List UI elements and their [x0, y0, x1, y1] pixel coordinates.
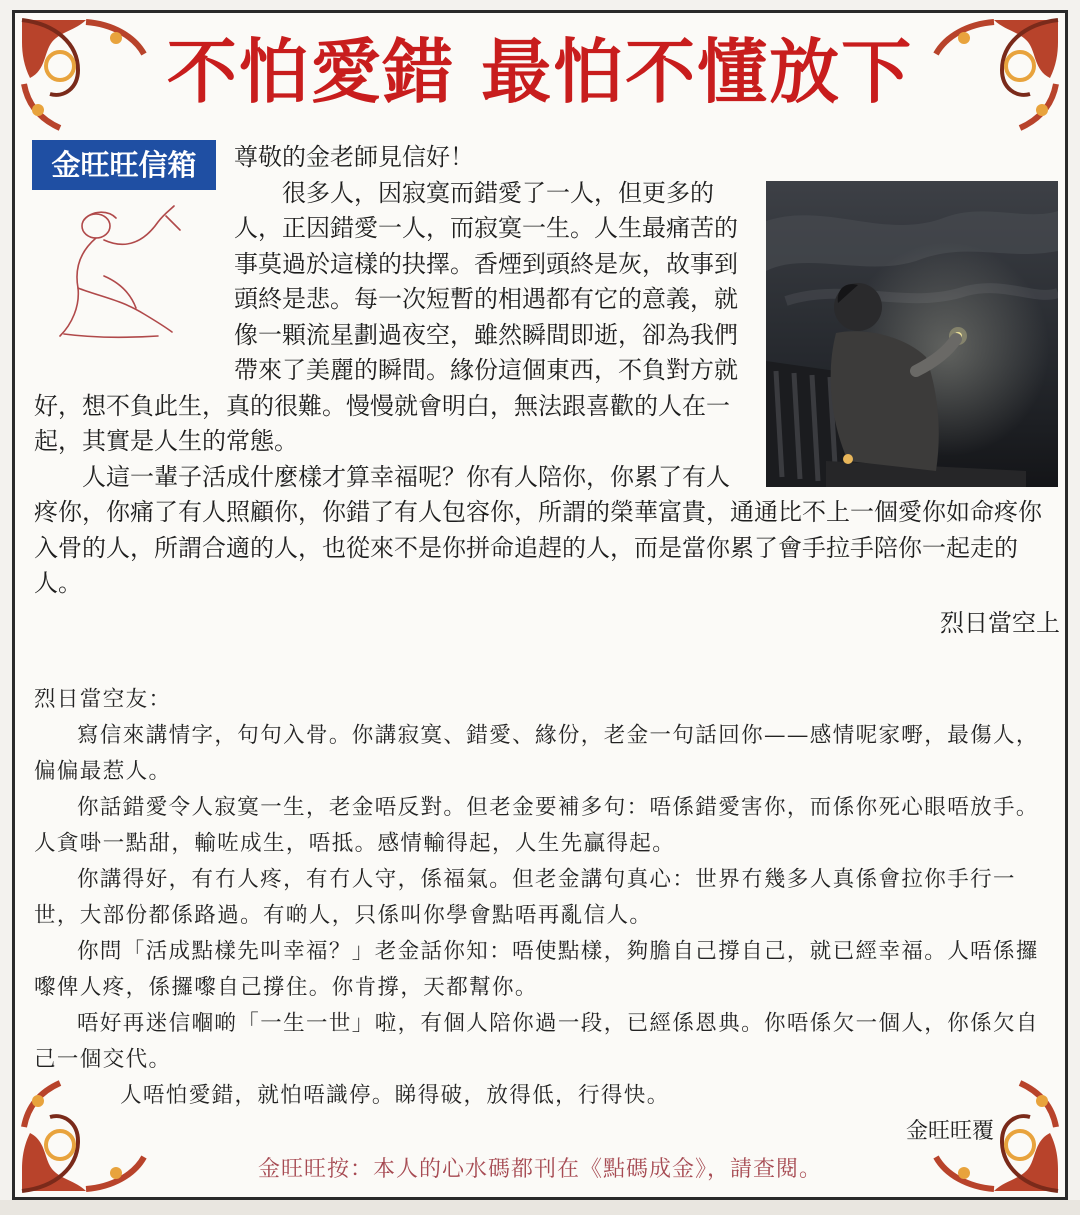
reply-paragraph: 你問「活成點樣先叫幸福？」老金話你知：唔使點樣，夠膽自己撐自己，就已經幸福。人唔係攞嚟俾人疼，係攞嚟自己撐住。你肯撐，天都幫你。: [34, 939, 1039, 1000]
reply-signature: 金旺旺覆: [905, 1119, 994, 1144]
reply-paragraph: 唔好再迷信嗰啲「一生一世」啦，有個人陪你過一段，已經係恩典。你唔係欠一個人，你係欠自己一個交代。: [34, 1011, 1039, 1072]
reader-letter: [34, 140, 1060, 641]
reply-paragraph: 寫信來講情字，句句入骨。你講寂寞、錯愛、緣份，老金一句話回你——感情呢家嘢，最傷人，偏偏最惹人。: [34, 723, 1039, 784]
reply-paragraph: 人唔怕愛錯，就怕唔識停。睇得破，放得低，行得快。: [120, 1083, 670, 1108]
headline: 不怕愛錯 最怕不懂放下: [166, 31, 914, 113]
letter-signature: 烈日當空上: [940, 608, 1060, 637]
columnist-reply: [34, 682, 1060, 1114]
reply-paragraph: 你話錯愛令人寂寞一生，老金唔反對。但老金要補多句：唔係錯愛害你，而係你死心眼唔放手。人貪啩一點甜，輸咗成生，唔抵。感情輸得起，人生先贏得起。: [34, 795, 1039, 856]
column-badge: 金旺旺信箱: [32, 140, 216, 190]
reply-salutation: 烈日當空友：: [34, 687, 172, 712]
footer-note: 金旺旺按：本人的心水碼都刊在《點碼成金》，請查閱。: [257, 1157, 822, 1182]
reply-paragraph: 你講得好，有冇人疼，有冇人守，係福氣。但老金講句真心：世界冇幾多人真係會拉你手行一世，大部份都係路過。有啲人，只係叫你學會點唔再亂信人。: [34, 867, 1016, 928]
corner-ornament-icon: [16, 14, 166, 134]
corner-ornament-icon: [914, 14, 1064, 134]
letter-salutation: 尊敬的金老師見信好！: [234, 143, 474, 171]
letter-paragraph: 人這一輩子活成什麼樣才算幸福呢？你有人陪你，你累了有人疼你，你痛了有人照顧你，你錯了有人包容你，所謂的榮華富貴，通通比不上一個愛你如命疼你入骨的人，所謂合適的人，也從來不是你拼命追趕的人，而是當你累了會手拉手陪你一起走的人。: [34, 462, 1042, 597]
page-bottom-margin: [0, 1200, 1080, 1215]
letter-paragraph: 很多人，因寂寞而錯愛了一人，但更多的人，正因錯愛一人，而寂寞一生。人生最痛苦的事莫過於這樣的抉擇。香煙到頭終是灰，故事到頭終是悲。每一次短暫的相遇都有它的意義，就像一顆流星劃過夜空，雖然瞬間即逝，卻為我們帶來了美麗的瞬間。緣份這個東西，不負對方就好，想不負此生，真的很難。慢慢就會明白，無法跟喜歡的人在一起，其實是人生的常態。: [34, 178, 738, 455]
